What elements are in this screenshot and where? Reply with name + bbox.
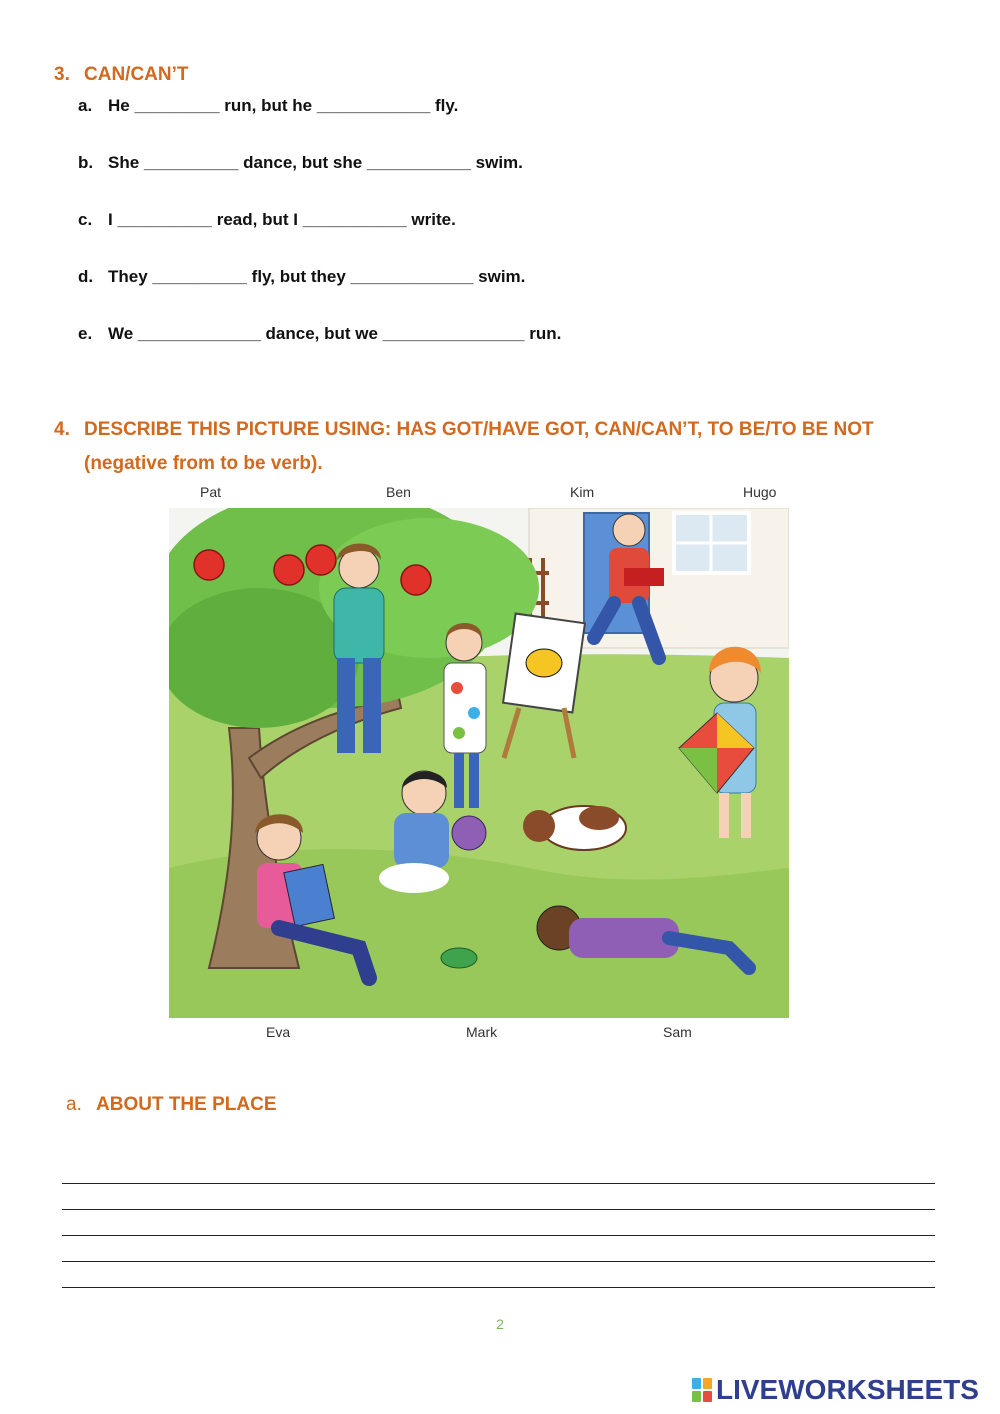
exercise-letter: b. [78, 153, 94, 172]
exercise-sentence: They __________ fly, but they _____________ swim. [108, 267, 526, 286]
answer-line-3[interactable] [62, 1210, 935, 1236]
exercise-item-b[interactable] [78, 153, 561, 210]
name-label-sam: Sam [663, 1024, 692, 1040]
frog-shape [441, 948, 477, 968]
park-scene-illustration [169, 508, 789, 1018]
section-3-title [54, 64, 189, 86]
answer-line-5[interactable] [62, 1262, 935, 1288]
exercise-sentence: I __________ read, but I ___________ write. [108, 210, 456, 229]
exercise-item-c[interactable] [78, 210, 561, 267]
name-label-mark: Mark [466, 1024, 498, 1040]
exercise-letter: e. [78, 324, 93, 343]
about-the-place-heading [66, 1094, 277, 1116]
liveworksheets-logo-icon [692, 1378, 712, 1402]
answer-line-1[interactable] [62, 1158, 935, 1184]
answer-line-2[interactable] [62, 1184, 935, 1210]
section-4-title [54, 413, 954, 481]
exercise-item-e[interactable] [78, 324, 561, 381]
subsection-letter: a. [66, 1094, 82, 1115]
can-cant-exercise-list [78, 96, 561, 381]
section-4-heading-line1: DESCRIBE THIS PICTURE USING: HAS GOT/HAVE GOT, CAN/CAN’T, TO BE/TO BE NOT [84, 419, 874, 440]
exercise-letter: c. [78, 210, 93, 229]
name-label-kim: Kim [570, 484, 595, 500]
brand-name: LIVEWORKSHEETS [716, 1374, 979, 1405]
exercise-letter: d. [78, 267, 94, 286]
name-label-eva: Eva [266, 1024, 291, 1040]
exercise-sentence: We _____________ dance, but we _______________ run. [108, 324, 562, 343]
name-label-hugo: Hugo [743, 484, 777, 500]
exercise-letter: a. [78, 96, 93, 115]
section-3-heading: CAN/CAN’T [84, 64, 189, 85]
page-number: 2 [496, 1316, 504, 1332]
exercise-item-d[interactable] [78, 267, 561, 324]
section-4-heading-line2: (negative from to be verb). [84, 453, 323, 474]
exercise-sentence: She __________ dance, but she ___________ swim. [108, 153, 523, 172]
answer-writing-area[interactable] [62, 1158, 935, 1288]
section-4-number: 4. [54, 419, 70, 440]
park-picture [160, 481, 798, 1043]
name-label-ben: Ben [386, 484, 411, 500]
name-label-pat: Pat [200, 484, 222, 500]
liveworksheets-brand [692, 1372, 979, 1408]
section-3-number: 3. [54, 64, 70, 85]
answer-line-4[interactable] [62, 1236, 935, 1262]
exercise-sentence: He _________ run, but he ____________ fly. [108, 96, 459, 115]
exercise-item-a[interactable] [78, 96, 561, 153]
subsection-title: ABOUT THE PLACE [96, 1094, 277, 1115]
